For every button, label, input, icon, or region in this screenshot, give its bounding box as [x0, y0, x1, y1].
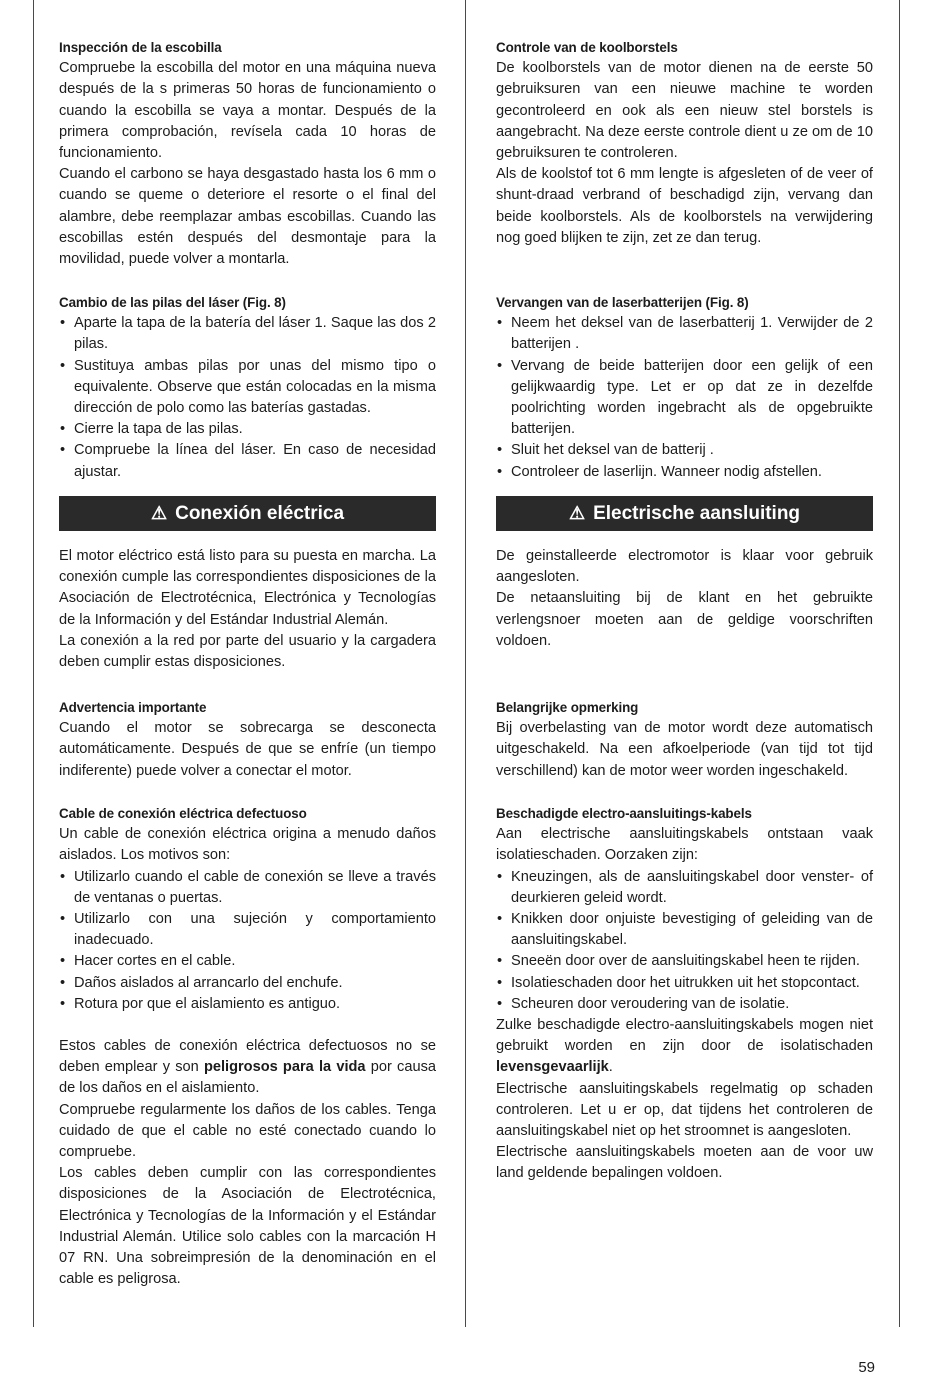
section-defective-cable [59, 803, 436, 1015]
section-heading: Advertencia importante [59, 700, 207, 715]
section-heading: Cable de conexión eléctrica defectuoso [59, 806, 307, 821]
section-brush-inspection-nl [496, 37, 873, 249]
list-item: • Scheuren door veroudering van de isolatie. [496, 994, 873, 1015]
section-banner-electrical [59, 496, 436, 531]
section-heading: Cambio de las pilas del láser (Fig. 8) [59, 295, 286, 310]
section-battery-change-nl [496, 292, 873, 483]
list-item: • Daños aislados al arrancarlo del enchufe. [59, 973, 436, 994]
paragraph: Los cables deben cumplir con las correspondientes disposiciones de la Asociación de Electrotécnica, Electrónica y Tecnologías de la Información y el Estándar Industrial Alemán. Utilice solo cables con la marcación H 07 RN. Una sobreimpresión de la denominación en el cable es peligrosa. [59, 1165, 436, 1288]
bullet-list [59, 867, 436, 1015]
bullet-list [496, 867, 873, 1015]
list-item: • Cierre la tapa de las pilas. [59, 419, 436, 440]
warning-triangle-icon: ⚠ [150, 503, 168, 523]
list-item: • Kneuzingen, als de aansluitingskabel door venster- of deurkieren geleid wordt. [496, 867, 873, 909]
paragraph: Bij overbelasting van de motor wordt deze automatisch uitgeschakeld. Na een afkoelperiode (van tijd tot tijd verschillend) kan de motor weer worden ingeschakeld. [496, 720, 873, 779]
section-banner-electrical-nl [496, 496, 873, 531]
section-heading: Beschadigde electro-aansluitings-kabels [496, 806, 752, 821]
list-item: • Utilizarlo con una sujeción y comportamiento inadecuado. [59, 909, 436, 951]
right-margin-rule [899, 0, 900, 1327]
section-brush-inspection [59, 37, 436, 270]
list-item: • Utilizarlo cuando el cable de conexión se lleve a través de ventanas o puertas. [59, 867, 436, 909]
list-item: • Neem het deksel van de laserbatterij 1. Verwijder de 2 batterijen . [496, 313, 873, 355]
bullet-list [59, 313, 436, 483]
section-heading: Belangrijke opmerking [496, 700, 639, 715]
page-number: 59 [858, 1359, 875, 1376]
paragraph: Un cable de conexión eléctrica origina a menudo daños aislados. Los motivos son: [59, 826, 436, 864]
list-item: • Hacer cortes en el cable. [59, 951, 436, 972]
list-item: • Aparte la tapa de la batería del láser 1. Saque las dos 2 pilas. [59, 313, 436, 355]
list-item: • Sustituya ambas pilas por unas del mismo tipo o equivalente. Observe que están colocadas en la misma dirección de polo como las baterías gastadas. [59, 356, 436, 420]
emphasis: peligrosos para la vida [203, 1059, 366, 1076]
paragraph: Electrische aansluitingskabels moeten aan de voor uw land geldende bepalingen voldoen. [496, 1144, 873, 1182]
paragraph: La conexión a la red por parte del usuario y la cargadera deben cumplir estas disposiciones. [59, 632, 436, 671]
bullet-list [496, 313, 873, 483]
paragraph: Aan electrische aansluitingskabels ontstaan vaak isolatieschaden. Oorzaken zijn: [496, 826, 873, 864]
banner-title: Conexión eléctrica [175, 503, 345, 524]
list-item: • Knikken door onjuiste bevestiging of geleiding van de aansluitingskabel. [496, 909, 873, 951]
section-heading: Controle van de koolborstels [496, 40, 678, 55]
section-heading: Vervangen van de laserbatterijen (Fig. 8) [496, 295, 749, 310]
section-defective-cable-nl [496, 803, 873, 1185]
list-item: • Sluit het deksel van de batterij . [496, 440, 873, 461]
paragraph: Electrische aansluitingskabels regelmatig op schaden controleren. Let u er op, dat tijdens het controleren de aansluitingskabel niet op het stroomnet is aangesloten. [496, 1080, 873, 1140]
section-heading: Inspección de la escobilla [59, 40, 222, 55]
paragraph: De geinstalleerde electromotor is klaar voor gebruik aangesloten. [496, 548, 873, 586]
section-important-warning [59, 697, 436, 782]
paragraph: Compruebe regularmente los daños de los cables. Tenga cuidado de que el cable no esté conectado cuando lo compruebe. [59, 1101, 436, 1161]
list-item: • Rotura por que el aislamiento es antiguo. [59, 994, 436, 1015]
paragraph: Compruebe la escobilla del motor en una máquina nueva después de la s primeras 50 horas de funcionamiento o cuando la escobilla se vaya a montar. Después de la primera comprobación, revísela cada 10 horas de funcionamiento. [59, 60, 436, 162]
center-column-rule [465, 0, 466, 1327]
paragraph: Zulke beschadigde electro-aansluitingskabels mogen niet gebruikt worden en zijn door de isolatischaden levensgevaarlijk. [496, 1017, 873, 1076]
list-item: • Sneeën door over de aansluitingskabel heen te rijden. [496, 951, 873, 972]
paragraph: Cuando el carbono se haya desgastado hasta los 6 mm o cuando se queme o deteriore el resorte o el final del alambre, debe reemplazar ambas escobillas. Cuando las escobillas estén después del desmontaje para la movilidad, puede volver a montarla. [59, 166, 436, 268]
paragraph: De koolborstels van de motor dienen na de eerste 50 gebruiksuren van een nieuwe machine te worden gecontroleerd en ook als een nieuw stel borstels is aangebracht. Na deze eerste controle dient u ze om de 10 gebruiksuren te controleren. [496, 60, 873, 162]
paragraph: De netaansluiting bij de klant en het gebruikte verlengsnoer moeten aan de geldige voorschriften voldoen. [496, 590, 873, 649]
paragraph: Cuando el motor se sobrecarga se desconecta automáticamente. Después de que se enfríe (un tiempo indiferente) puede volver a conectar el motor. [59, 720, 436, 779]
section-battery-change [59, 292, 436, 483]
emphasis: levensgevaarlijk [496, 1059, 609, 1076]
section-electrical-intro [59, 546, 436, 673]
section-important-warning-nl [496, 697, 873, 782]
section-cable-safety [59, 1036, 436, 1290]
list-item: • Controleer de laserlijn. Wanneer nodig afstellen. [496, 462, 873, 483]
paragraph: Estos cables de conexión eléctrica defectuosos no se deben emplear y son peligrosos para la vida por causa de los daños en el aislamiento. [59, 1038, 436, 1097]
list-item: • Isolatieschaden door het uitrukken uit het stopcontact. [496, 973, 873, 994]
list-item: • Compruebe la línea del láser. En caso de necesidad ajustar. [59, 440, 436, 482]
left-margin-rule [33, 0, 34, 1327]
list-item: • Vervang de beide batterijen door een gelijk of een gelijkwaardig type. Let er op dat ze in dezelfde poolrichting worden ingebracht als de opgebruikte batterijen. [496, 356, 873, 441]
paragraph: El motor eléctrico está listo para su puesta en marcha. La conexión cumple las correspondientes disposiciones de la Asociación de Electrotécnica, Electrónica y Tecnologías de la Información y del Estándar Industrial Alemán. [59, 548, 436, 628]
banner-title: Electrische aansluiting [593, 503, 801, 524]
paragraph: Als de koolstof tot 6 mm lengte is afgesleten of de veer of shunt-draad verbrand of beschadigd zijn, vervang dan beide koolborstels. Als de koolborstels na verwijdering nog goed blijken te zijn, zet ze dan terug. [496, 166, 873, 246]
warning-triangle-icon: ⚠ [568, 503, 586, 523]
section-electrical-intro-nl [496, 546, 873, 652]
